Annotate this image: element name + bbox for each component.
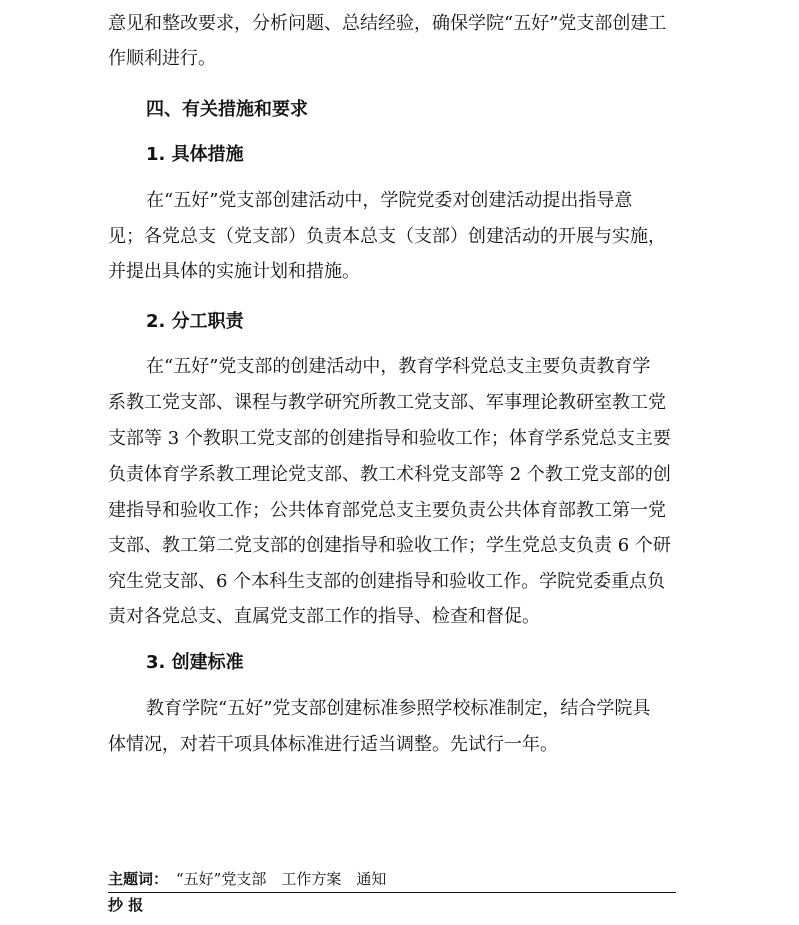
keywords-text: “五好”党支部 工作方案 通知 [176,870,387,888]
paragraph-line: 负责体育学系教工理论党支部、教工术科党支部等 2 个教工党支部的创 [108,464,671,485]
paragraph-line: 在“五好”党支部创建活动中，学院党委对创建活动提出指导意 [146,190,633,211]
cc-label: 抄 报 [108,896,144,914]
paragraph-line: 教育学院“五好”党支部创建标准参照学校标准制定，结合学院具 [146,698,651,719]
paragraph-line: 并提出具体的实施计划和措施。 [108,261,360,282]
paragraph-line: 支部、教工第二党支部的创建指导和验收工作；学生党总支负责 6 个研 [108,535,671,556]
paragraph-line: 在“五好”党支部的创建活动中，教育学科党总支主要负责教育学 [146,356,651,377]
paragraph-line: 支部等 3 个教职工党支部的创建指导和验收工作；体育学系党总支主要 [108,428,671,449]
subsection-title-duties: 2. 分工职责 [146,311,244,332]
paragraph-line: 责对各党总支、直属党支部工作的指导、检查和督促。 [108,606,540,627]
intro-line-1: 意见和整改要求，分析问题、总结经验，确保学院“五好”党支部创建工 [108,13,667,34]
paragraph-line: 见；各党总支（党支部）负责本总支（支部）创建活动的开展与实施， [108,226,666,247]
footer-divider [108,892,676,893]
paragraph-line: 体情况，对若干项具体标准进行适当调整。先试行一年。 [108,734,558,755]
paragraph-line: 系教工党支部、课程与教学研究所教工党支部、军事理论教研室教工党 [108,392,666,413]
intro-line-2: 作顺利进行。 [108,48,216,69]
paragraph-line: 建指导和验收工作；公共体育部党总支主要负责公共体育部教工第一党 [108,500,666,521]
subsection-title-standards: 3. 创建标准 [146,652,244,673]
section-heading: 四、有关措施和要求 [146,99,308,120]
keywords-label: 主题词： [108,870,169,888]
paragraph-line: 究生党支部、6 个本科生支部的创建指导和验收工作。学院党委重点负 [108,571,666,592]
subsection-title-measures: 1. 具体措施 [146,144,244,165]
